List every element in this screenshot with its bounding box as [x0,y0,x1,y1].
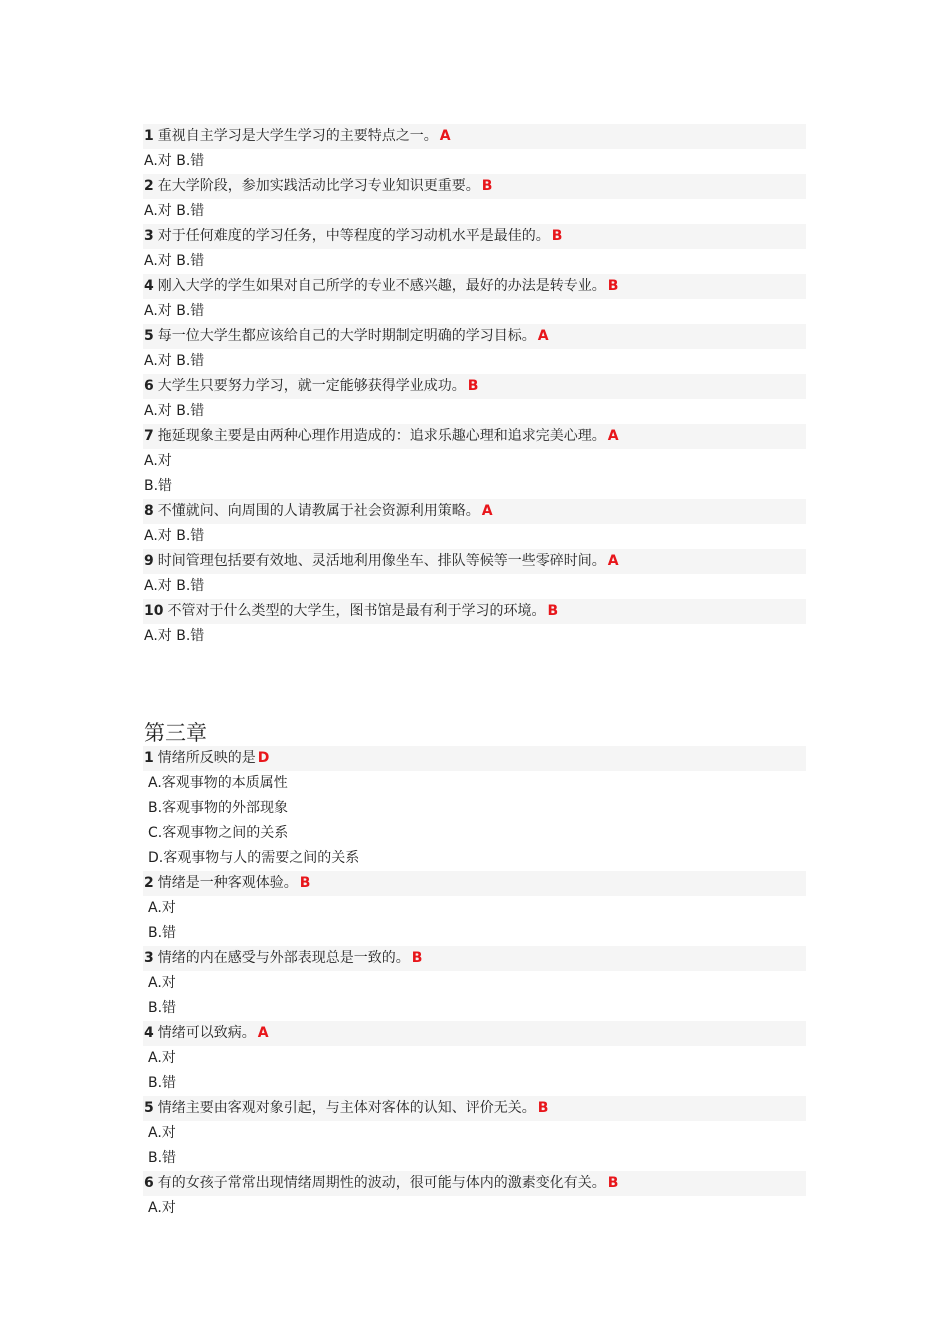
question-number: 3 [144,950,154,966]
question-text: 不管对于什么类型的大学生，图书馆是最有利于学习的环境。 [167,603,546,619]
question-text: 重视自主学习是大学生学习的主要特点之一。 [157,128,438,144]
option-line: A.对 B.错 [144,303,205,319]
question-number: 5 [144,328,154,344]
question-row [143,499,806,524]
answer-key: A [439,128,451,144]
option-line: A.对 [148,1050,176,1066]
option-line: D.客观事物与人的需要之间的关系 [148,850,360,866]
question-number: 6 [144,378,154,394]
question-text: 不懂就问、向周围的人请教属于社会资源利用策略。 [157,503,480,519]
question-row [143,871,806,896]
answer-key: A [257,1025,269,1041]
question-text: 情绪是一种客观体验。 [157,875,298,891]
question-text: 有的女孩子常常出现情绪周期性的波动，很可能与体内的激素变化有关。 [157,1175,606,1191]
question-number: 2 [144,875,154,891]
question-text: 每一位大学生都应该给自己的大学时期制定明确的学习目标。 [157,328,536,344]
option-line: A.对 B.错 [144,578,205,594]
question-number: 3 [144,228,154,244]
question-number: 4 [144,1025,154,1041]
option-line: A.对 [148,1200,176,1216]
question-text: 对于任何难度的学习任务，中等程度的学习动机水平是最佳的。 [157,228,550,244]
option-line: A.对 [148,975,176,991]
option-line: B.错 [148,1075,177,1091]
answer-key: B [537,1100,549,1116]
option-line: B.错 [148,925,177,941]
question-row [143,1096,806,1121]
quiz-section-chapter-2 [143,124,806,649]
answer-key: A [537,328,549,344]
question-text: 时间管理包括要有效地、灵活地利用像坐车、排队等候等一些零碎时间。 [157,553,606,569]
question-number: 6 [144,1175,154,1191]
question-number: 5 [144,1100,154,1116]
question-number: 9 [144,553,154,569]
answer-key: B [481,178,493,194]
question-text: 情绪主要由客观对象引起，与主体对客体的认知、评价无关。 [157,1100,536,1116]
question-number: 10 [144,603,164,619]
chapter-heading: 第三章 [144,721,207,745]
option-line: B.客观事物的外部现象 [148,800,289,816]
question-text: 刚入大学的学生如果对自己所学的专业不感兴趣，最好的办法是转专业。 [157,278,606,294]
answer-key: B [299,875,311,891]
answer-key: B [411,950,423,966]
question-text: 情绪的内在感受与外部表现总是一致的。 [157,950,410,966]
question-row [143,224,806,249]
question-text: 情绪可以致病。 [157,1025,256,1041]
answer-key: A [481,503,493,519]
option-line: A.对 B.错 [144,628,205,644]
option-line: A.客观事物的本质属性 [148,775,288,791]
option-line: B.错 [148,1000,177,1016]
question-row [143,124,806,149]
question-number: 4 [144,278,154,294]
question-text: 拖延现象主要是由两种心理作用造成的：追求乐趣心理和追求完美心理。 [157,428,606,444]
question-number: 1 [144,750,154,766]
option-line: B.错 [144,478,173,494]
answer-key: B [551,228,563,244]
question-row [143,599,806,624]
question-row [143,174,806,199]
option-line: A.对 B.错 [144,403,205,419]
quiz-section-chapter-3 [143,720,806,1221]
question-number: 8 [144,503,154,519]
question-row [143,946,806,971]
option-line: A.对 B.错 [144,353,205,369]
answer-key: A [607,428,619,444]
question-row [143,274,806,299]
option-line: A.对 B.错 [144,528,205,544]
option-line: A.对 [148,1125,176,1141]
option-line: A.对 B.错 [144,253,205,269]
answer-key: B [607,278,619,294]
question-row [143,549,806,574]
question-row [143,374,806,399]
answer-key: A [607,553,619,569]
question-row [143,1021,806,1046]
question-row [143,1171,806,1196]
question-text: 情绪所反映的是 [157,750,256,766]
answer-key: B [467,378,479,394]
question-row [143,324,806,349]
answer-key: B [607,1175,619,1191]
question-text: 在大学阶段，参加实践活动比学习专业知识更重要。 [157,178,480,194]
option-line: C.客观事物之间的关系 [148,825,289,841]
answer-key: B [547,603,559,619]
question-number: 2 [144,178,154,194]
question-text: 大学生只要努力学习，就一定能够获得学业成功。 [157,378,466,394]
answer-key: D [257,750,270,766]
option-line: A.对 [144,453,172,469]
question-number: 1 [144,128,154,144]
question-row [143,746,806,771]
option-line: A.对 B.错 [144,153,205,169]
question-number: 7 [144,428,154,444]
question-row [143,424,806,449]
option-line: A.对 B.错 [144,203,205,219]
option-line: B.错 [148,1150,177,1166]
option-line: A.对 [148,900,176,916]
